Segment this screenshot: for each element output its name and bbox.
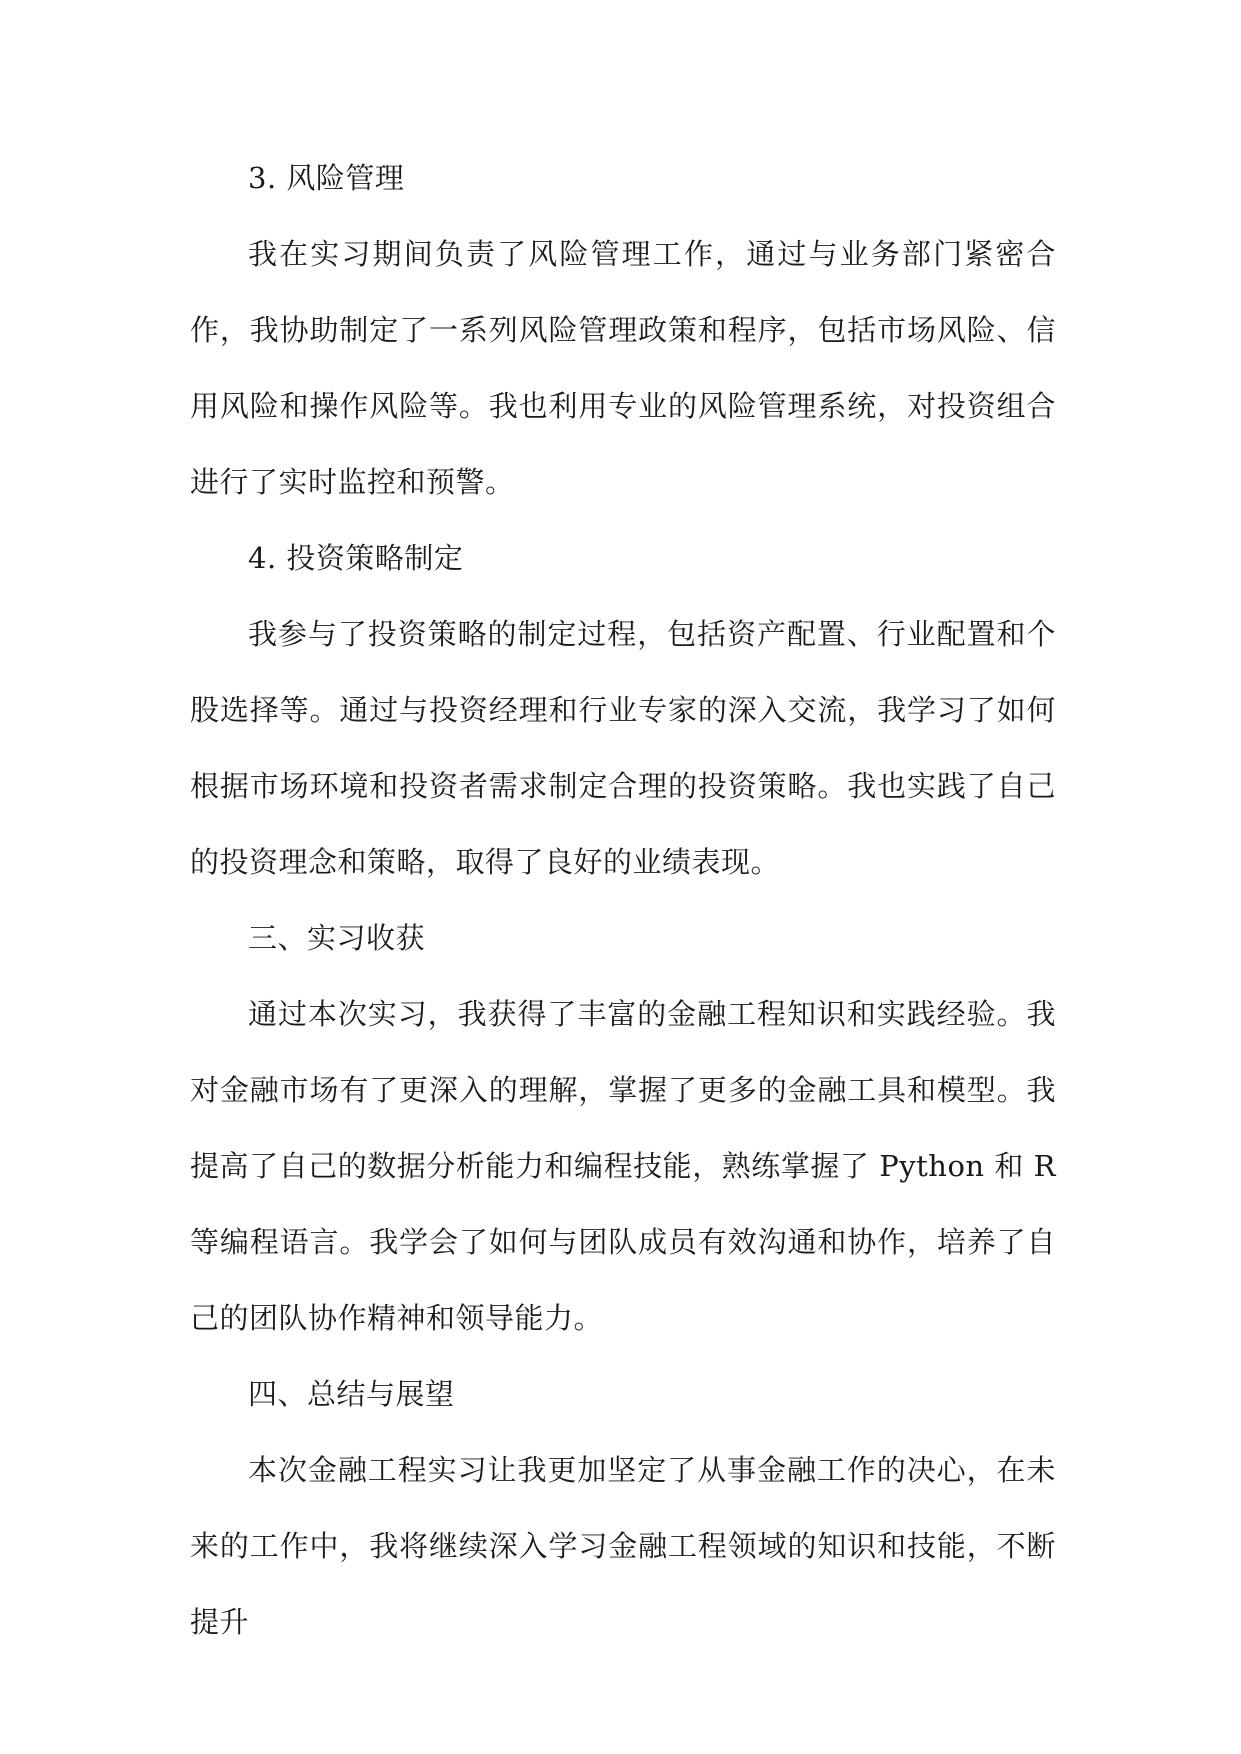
- paragraph-internship-gains: 通过本次实习，我获得了丰富的金融工程知识和实践经验。我对金融市场有了更深入的理解，掌握了更多的金融工具和模型。我提高了自己的数据分析能力和编程技能，熟练掌握了 Python 和 R 等编程语言。我学会了如何与团队成员有效沟通和协作，培养了自己的团队协作精神和领导能力。: [190, 997, 1056, 1335]
- paragraph-risk-management: 我在实习期间负责了风险管理工作，通过与业务部门紧密合作，我协助制定了一系列风险管理政策和程序，包括市场风险、信用风险和操作风险等。我也利用专业的风险管理系统，对投资组合进行了实时监控和预警。: [190, 237, 1056, 499]
- section-heading-risk-management: 3. 风险管理: [248, 161, 405, 195]
- section-heading-investment-strategy: 4. 投资策略制定: [248, 541, 464, 575]
- paragraph-summary-outlook: 本次金融工程实习让我更加坚定了从事金融工作的决心，在未来的工作中，我将继续深入学习金融工程领域的知识和技能，不断提升: [190, 1453, 1056, 1639]
- section-heading-summary-outlook: 四、总结与展望: [248, 1377, 455, 1411]
- section-heading-internship-gains: 三、实习收获: [248, 921, 426, 955]
- document-body: [190, 140, 1056, 1660]
- paragraph-investment-strategy: 我参与了投资策略的制定过程，包括资产配置、行业配置和个股选择等。通过与投资经理和行业专家的深入交流，我学习了如何根据市场环境和投资者需求制定合理的投资策略。我也实践了自己的投资理念和策略，取得了良好的业绩表现。: [190, 617, 1056, 879]
